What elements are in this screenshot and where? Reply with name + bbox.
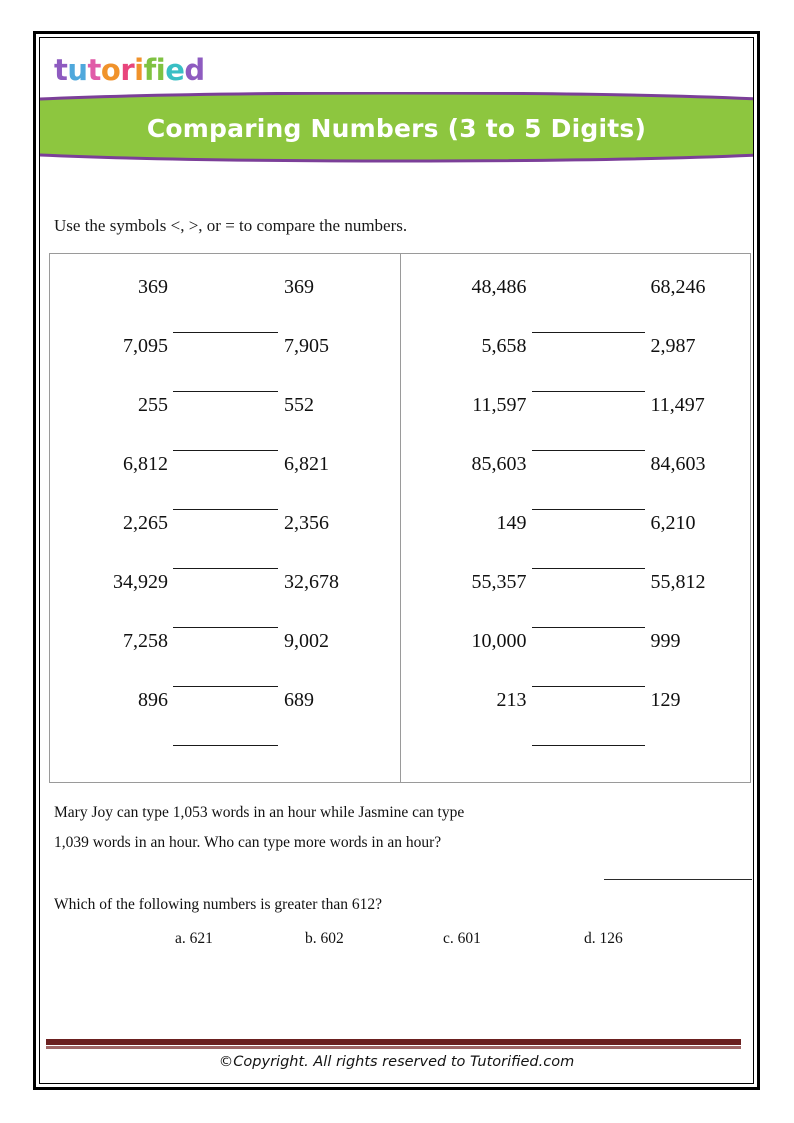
logo-letter-0: t — [54, 53, 68, 87]
title-banner — [40, 92, 753, 164]
problem-answer-blank[interactable] — [173, 669, 278, 687]
logo-letter-6: f — [143, 53, 156, 87]
problem-left-number: 85,603 — [471, 453, 527, 475]
problem-answer-blank[interactable] — [532, 315, 645, 333]
mcq-option-c[interactable]: c. 601 — [443, 930, 481, 947]
problem-left-number: 5,658 — [481, 335, 527, 357]
problem-row — [401, 630, 751, 689]
word-problem — [54, 798, 614, 858]
problem-row — [50, 512, 400, 571]
footer-divider-light — [46, 1046, 741, 1049]
problem-answer-blank[interactable] — [173, 433, 278, 451]
problem-left-number: 55,357 — [471, 571, 527, 593]
problem-right-number: 129 — [650, 689, 681, 711]
problem-answer-blank[interactable] — [532, 492, 645, 510]
problem-right-number: 6,821 — [284, 453, 329, 475]
problem-left-number: 48,486 — [471, 276, 527, 298]
problem-right-number: 11,497 — [650, 394, 705, 416]
mcq-option-a[interactable]: a. 621 — [175, 930, 213, 947]
banner-shape — [40, 92, 753, 164]
problem-row — [50, 453, 400, 512]
problem-left-number: 255 — [138, 394, 168, 416]
problem-answer-blank[interactable] — [532, 551, 645, 569]
problem-answer-blank[interactable] — [532, 374, 645, 392]
problem-right-number: 68,246 — [650, 276, 706, 298]
problem-left-number: 7,258 — [123, 630, 168, 652]
logo-letter-4: r — [120, 53, 135, 87]
problem-row — [401, 512, 751, 571]
problem-answer-blank[interactable] — [532, 610, 645, 628]
problem-right-number: 7,905 — [284, 335, 329, 357]
problem-row — [401, 394, 751, 453]
footer-divider-dark — [46, 1039, 741, 1045]
problem-row — [401, 689, 751, 748]
problem-left-number: 896 — [138, 689, 168, 711]
page-frame — [33, 31, 760, 1090]
logo-letter-9: d — [184, 53, 205, 87]
problem-row — [50, 335, 400, 394]
problem-answer-blank[interactable] — [173, 374, 278, 392]
problem-left-number: 11,597 — [472, 394, 527, 416]
problem-row — [401, 453, 751, 512]
mcq-question: Which of the following numbers is greater than 612? — [54, 896, 382, 913]
copyright-text: ©Copyright. All rights reserved to Tutorified.com — [218, 1054, 575, 1070]
word-problem-line-2: 1,039 words in an hour. Who can type more words in an hour? — [54, 834, 442, 851]
problem-answer-blank[interactable] — [532, 433, 645, 451]
problem-right-number: 552 — [284, 394, 314, 416]
problem-answer-blank[interactable] — [173, 315, 278, 333]
problem-answer-blank[interactable] — [173, 551, 278, 569]
problem-right-number: 2,987 — [650, 335, 696, 357]
tutorified-logo — [54, 53, 205, 87]
problem-left-number: 213 — [496, 689, 527, 711]
problem-right-number: 32,678 — [284, 571, 339, 593]
problem-left-number: 10,000 — [471, 630, 527, 652]
problem-left-number: 6,812 — [123, 453, 168, 475]
page-inner-border — [39, 37, 754, 1084]
logo-letter-2: t — [87, 53, 101, 87]
problem-left-number: 7,095 — [123, 335, 168, 357]
mcq-option-b[interactable]: b. 602 — [305, 930, 344, 947]
problem-answer-blank[interactable] — [173, 728, 278, 746]
mcq-option-d[interactable]: d. 126 — [584, 930, 623, 947]
instruction-text: Use the symbols <, >, or = to compare the numbers. — [54, 216, 408, 235]
problem-right-number: 369 — [284, 276, 314, 298]
problem-right-number: 2,356 — [284, 512, 329, 534]
problem-row — [50, 630, 400, 689]
logo-letter-7: i — [155, 53, 166, 87]
logo-letter-1: u — [67, 53, 88, 87]
logo-letter-3: o — [100, 53, 121, 87]
problem-answer-blank[interactable] — [532, 669, 645, 687]
problem-row — [50, 394, 400, 453]
problem-answer-blank[interactable] — [173, 492, 278, 510]
worksheet-title: Comparing Numbers (3 to 5 Digits) — [146, 113, 647, 143]
word-problem-answer-blank[interactable] — [604, 878, 752, 880]
problem-row — [50, 571, 400, 630]
problem-row — [50, 689, 400, 748]
problem-answer-blank[interactable] — [532, 728, 645, 746]
logo-letter-8: e — [165, 53, 185, 87]
word-problem-line-1: Mary Joy can type 1,053 words in an hour while Jasmine can type — [54, 804, 465, 821]
problem-left-number: 149 — [496, 512, 527, 534]
problem-right-number: 55,812 — [650, 571, 706, 593]
problem-right-number: 689 — [284, 689, 314, 711]
problem-left-number: 2,265 — [123, 512, 168, 534]
problem-left-number: 34,929 — [113, 571, 168, 593]
problem-right-number: 84,603 — [650, 453, 706, 475]
logo-letter-5: i — [134, 53, 144, 87]
problem-row — [401, 276, 751, 335]
problem-answer-blank[interactable] — [173, 610, 278, 628]
problem-row — [50, 276, 400, 335]
problem-row — [401, 335, 751, 394]
problem-row — [401, 571, 751, 630]
problem-grid — [49, 253, 751, 783]
problem-right-number: 6,210 — [650, 512, 696, 534]
problem-right-number: 999 — [650, 630, 681, 652]
problem-right-number: 9,002 — [284, 630, 329, 652]
problem-column-left — [50, 254, 401, 782]
problem-left-number: 369 — [138, 276, 168, 298]
problem-column-right — [401, 254, 751, 782]
